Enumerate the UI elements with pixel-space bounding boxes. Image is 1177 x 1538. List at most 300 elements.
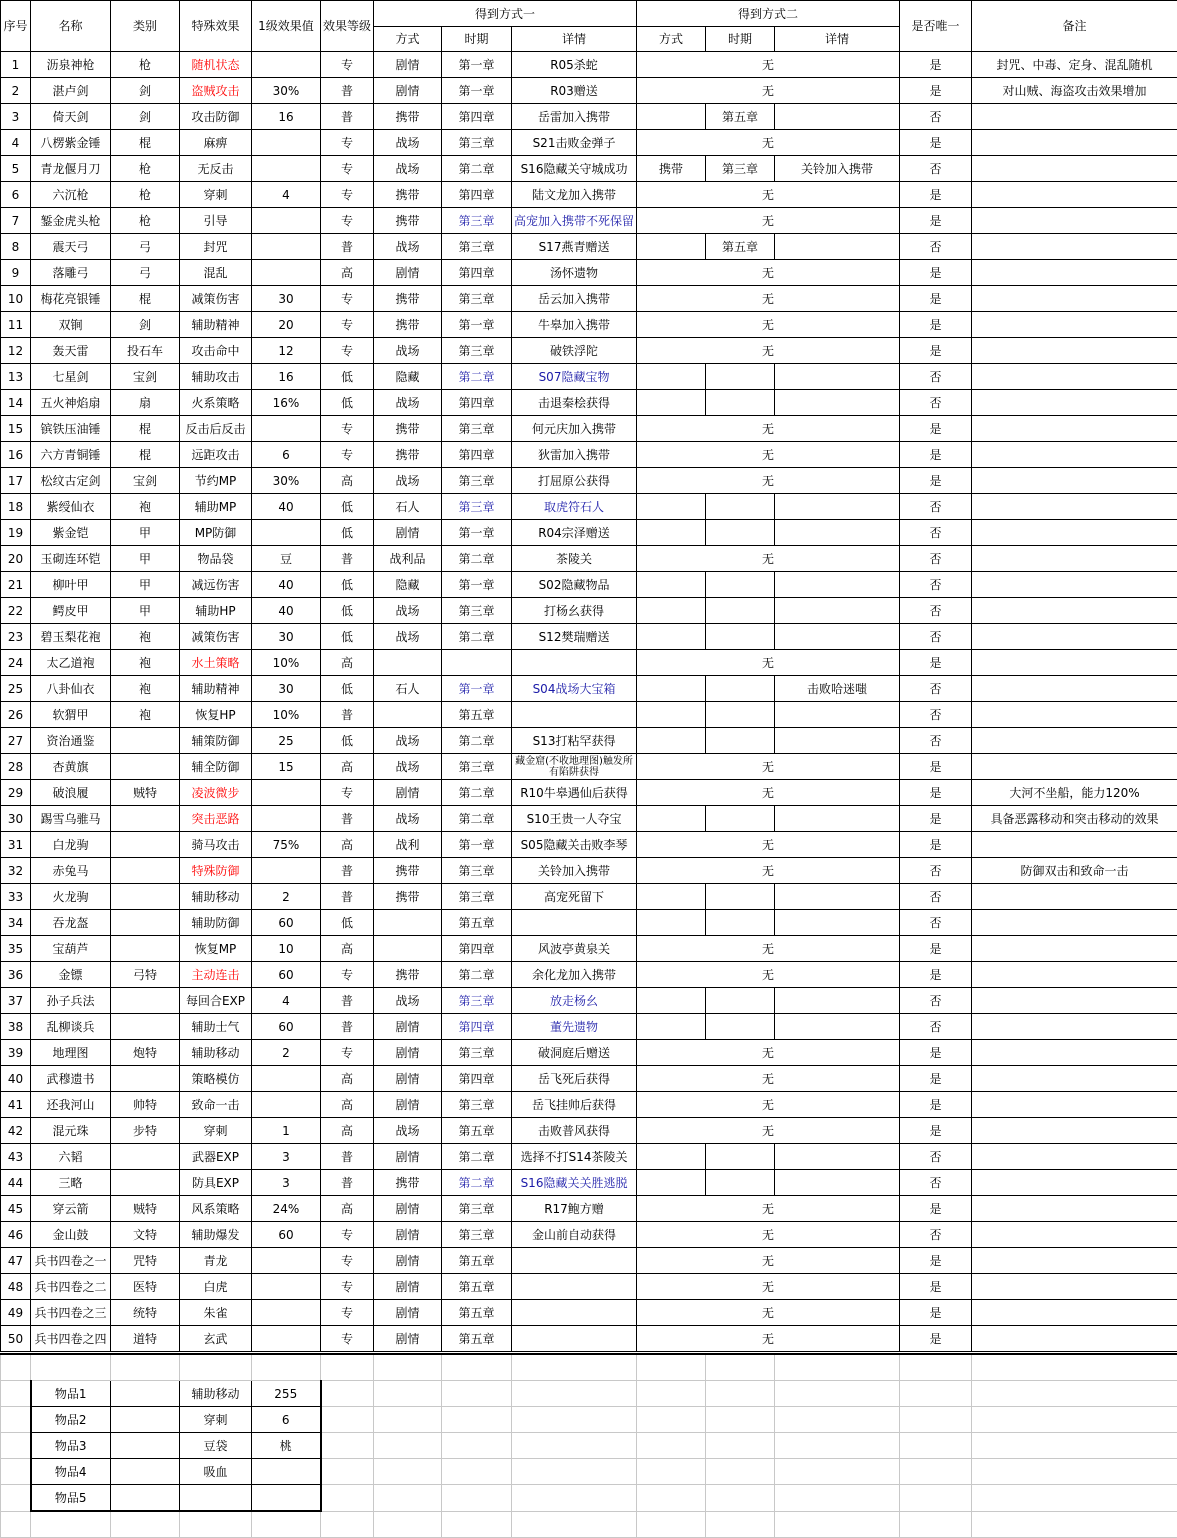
effect-level[interactable]: 低: [321, 364, 374, 390]
unique-flag[interactable]: 是: [900, 130, 972, 156]
obtain1-period[interactable]: 第三章: [442, 1222, 512, 1248]
item-name[interactable]: 踢雪乌骓马: [31, 806, 111, 832]
remark[interactable]: 具备恶露移动和突击移动的效果: [972, 806, 1177, 832]
effect-level[interactable]: 普: [321, 858, 374, 884]
item-effect[interactable]: 玄武: [180, 1326, 252, 1352]
item-effect[interactable]: 节约MP: [180, 468, 252, 494]
unique-flag[interactable]: 是: [900, 780, 972, 806]
unique-flag[interactable]: 否: [900, 858, 972, 884]
remark[interactable]: [972, 1014, 1177, 1040]
obtain1-method[interactable]: 战场: [374, 234, 442, 260]
row-no[interactable]: 31: [1, 832, 31, 858]
grid-cell[interactable]: [180, 1511, 252, 1538]
item-name[interactable]: 破浪履: [31, 780, 111, 806]
row-no[interactable]: 1: [1, 52, 31, 78]
obtain2-period[interactable]: [706, 988, 775, 1014]
obtain2-none[interactable]: 无: [637, 52, 900, 78]
header-period-1[interactable]: 时期: [442, 27, 512, 52]
effect-value[interactable]: [252, 520, 321, 546]
grid-cell[interactable]: [374, 1407, 442, 1433]
obtain2-period[interactable]: [706, 1014, 775, 1040]
item-type[interactable]: 咒特: [111, 1248, 180, 1274]
unique-flag[interactable]: 否: [900, 1170, 972, 1196]
header-value[interactable]: 1级效果值: [252, 1, 321, 52]
effect-level[interactable]: 专: [321, 156, 374, 182]
item-name[interactable]: 孙子兵法: [31, 988, 111, 1014]
obtain2-method[interactable]: [637, 234, 706, 260]
remark[interactable]: [972, 1066, 1177, 1092]
grid-cell[interactable]: [1, 1407, 31, 1433]
grid-cell[interactable]: [321, 1381, 374, 1407]
remark[interactable]: [972, 1222, 1177, 1248]
obtain1-method[interactable]: 携带: [374, 442, 442, 468]
obtain1-method[interactable]: 携带: [374, 208, 442, 234]
effect-level[interactable]: 普: [321, 1014, 374, 1040]
effect-level[interactable]: 低: [321, 624, 374, 650]
item-type[interactable]: 枪: [111, 208, 180, 234]
remark[interactable]: [972, 910, 1177, 936]
item-effect[interactable]: 引导: [180, 208, 252, 234]
obtain2-period[interactable]: [706, 390, 775, 416]
effect-value[interactable]: [252, 806, 321, 832]
item-slot-value[interactable]: 桃: [252, 1433, 321, 1459]
obtain2-none[interactable]: 无: [637, 1274, 900, 1300]
obtain2-period[interactable]: [706, 702, 775, 728]
item-effect[interactable]: 致命一击: [180, 1092, 252, 1118]
item-name[interactable]: 沥泉神枪: [31, 52, 111, 78]
item-type[interactable]: 宝剑: [111, 364, 180, 390]
row-no[interactable]: 28: [1, 754, 31, 780]
remark[interactable]: [972, 234, 1177, 260]
obtain1-period[interactable]: 第二章: [442, 1144, 512, 1170]
effect-value[interactable]: 16%: [252, 390, 321, 416]
obtain1-detail[interactable]: S02隐藏物品: [512, 572, 637, 598]
obtain1-period[interactable]: 第五章: [442, 910, 512, 936]
item-effect[interactable]: 火系策略: [180, 390, 252, 416]
row-no[interactable]: 38: [1, 1014, 31, 1040]
row-no[interactable]: 2: [1, 78, 31, 104]
obtain1-period[interactable]: 第三章: [442, 1092, 512, 1118]
item-type[interactable]: 医特: [111, 1274, 180, 1300]
grid-cell[interactable]: [706, 1433, 775, 1459]
obtain1-period[interactable]: 第三章: [442, 468, 512, 494]
effect-level[interactable]: 专: [321, 52, 374, 78]
obtain1-period[interactable]: 第三章: [442, 208, 512, 234]
item-type[interactable]: [111, 1066, 180, 1092]
obtain1-detail[interactable]: R04宗泽赠送: [512, 520, 637, 546]
effect-level[interactable]: 高: [321, 754, 374, 780]
remark[interactable]: [972, 988, 1177, 1014]
item-name[interactable]: 武穆遗书: [31, 1066, 111, 1092]
effect-value[interactable]: 4: [252, 988, 321, 1014]
obtain1-method[interactable]: 剧情: [374, 1248, 442, 1274]
item-effect[interactable]: MP防御: [180, 520, 252, 546]
item-type[interactable]: 袍: [111, 650, 180, 676]
effect-value[interactable]: 30: [252, 624, 321, 650]
row-no[interactable]: 14: [1, 390, 31, 416]
item-slot-name[interactable]: 物品1: [31, 1381, 111, 1407]
effect-level[interactable]: 专: [321, 1300, 374, 1326]
obtain2-period[interactable]: [706, 364, 775, 390]
item-effect[interactable]: 青龙: [180, 1248, 252, 1274]
remark[interactable]: [972, 884, 1177, 910]
effect-value[interactable]: [252, 52, 321, 78]
grid-cell[interactable]: [111, 1381, 180, 1407]
grid-cell[interactable]: [1, 1433, 31, 1459]
effect-value[interactable]: 16: [252, 364, 321, 390]
effect-value[interactable]: [252, 780, 321, 806]
unique-flag[interactable]: 是: [900, 1274, 972, 1300]
obtain2-detail[interactable]: [775, 806, 900, 832]
item-type[interactable]: 统特: [111, 1300, 180, 1326]
effect-value[interactable]: 40: [252, 598, 321, 624]
obtain1-period[interactable]: 第五章: [442, 702, 512, 728]
grid-cell[interactable]: [775, 1433, 900, 1459]
grid-cell[interactable]: [900, 1354, 972, 1381]
effect-value[interactable]: [252, 416, 321, 442]
item-effect[interactable]: 武器EXP: [180, 1144, 252, 1170]
effect-value[interactable]: 24%: [252, 1196, 321, 1222]
item-type[interactable]: [111, 910, 180, 936]
unique-flag[interactable]: 否: [900, 884, 972, 910]
obtain2-detail[interactable]: 关铃加入携带: [775, 156, 900, 182]
grid-cell[interactable]: [374, 1381, 442, 1407]
item-effect[interactable]: 减远伤害: [180, 572, 252, 598]
effect-value[interactable]: 30%: [252, 468, 321, 494]
effect-level[interactable]: 高: [321, 1066, 374, 1092]
item-effect[interactable]: 无反击: [180, 156, 252, 182]
item-name[interactable]: 六沉枪: [31, 182, 111, 208]
unique-flag[interactable]: 否: [900, 104, 972, 130]
grid-cell[interactable]: [775, 1354, 900, 1381]
effect-value[interactable]: [252, 1092, 321, 1118]
obtain1-detail[interactable]: 击退秦桧获得: [512, 390, 637, 416]
row-no[interactable]: 8: [1, 234, 31, 260]
obtain1-method[interactable]: 剧情: [374, 78, 442, 104]
item-type[interactable]: [111, 1170, 180, 1196]
item-type[interactable]: 炮特: [111, 1040, 180, 1066]
obtain2-method[interactable]: [637, 1014, 706, 1040]
obtain1-detail[interactable]: R10牛皋遇仙后获得: [512, 780, 637, 806]
row-no[interactable]: 15: [1, 416, 31, 442]
grid-cell[interactable]: [972, 1485, 1177, 1512]
item-type[interactable]: 弓: [111, 234, 180, 260]
remark[interactable]: [972, 468, 1177, 494]
obtain1-detail[interactable]: 选择不打S14茶陵关: [512, 1144, 637, 1170]
effect-value[interactable]: [252, 156, 321, 182]
effect-value[interactable]: 16: [252, 104, 321, 130]
effect-value[interactable]: [252, 1274, 321, 1300]
obtain2-detail[interactable]: [775, 494, 900, 520]
unique-flag[interactable]: 是: [900, 754, 972, 780]
item-slot-value[interactable]: [252, 1459, 321, 1485]
header-name[interactable]: 名称: [31, 1, 111, 52]
grid-cell[interactable]: [637, 1511, 706, 1538]
remark[interactable]: [972, 1196, 1177, 1222]
unique-flag[interactable]: 是: [900, 442, 972, 468]
obtain1-detail[interactable]: 放走杨幺: [512, 988, 637, 1014]
row-no[interactable]: 16: [1, 442, 31, 468]
effect-level[interactable]: 高: [321, 468, 374, 494]
obtain2-none[interactable]: 无: [637, 78, 900, 104]
obtain1-period[interactable]: 第三章: [442, 234, 512, 260]
grid-cell[interactable]: [1, 1485, 31, 1512]
grid-cell[interactable]: [442, 1354, 512, 1381]
item-effect[interactable]: 减策伤害: [180, 624, 252, 650]
obtain2-period[interactable]: [706, 1144, 775, 1170]
obtain1-period[interactable]: 第三章: [442, 416, 512, 442]
item-type[interactable]: [111, 728, 180, 754]
obtain1-detail[interactable]: 岳云加入携带: [512, 286, 637, 312]
grid-cell[interactable]: [900, 1485, 972, 1512]
item-name[interactable]: 五火神焰扇: [31, 390, 111, 416]
obtain1-detail[interactable]: [512, 910, 637, 936]
row-no[interactable]: 50: [1, 1326, 31, 1352]
obtain1-detail[interactable]: S16隐藏关关胜逃脱: [512, 1170, 637, 1196]
item-effect[interactable]: 攻击防御: [180, 104, 252, 130]
effect-level[interactable]: 专: [321, 182, 374, 208]
unique-flag[interactable]: 否: [900, 234, 972, 260]
obtain2-detail[interactable]: [775, 598, 900, 624]
item-name[interactable]: 穿云箭: [31, 1196, 111, 1222]
item-name[interactable]: 镔铁压油锤: [31, 416, 111, 442]
item-type[interactable]: 袍: [111, 702, 180, 728]
grid-cell[interactable]: [706, 1381, 775, 1407]
item-effect[interactable]: 主动连击: [180, 962, 252, 988]
item-effect[interactable]: 物品袋: [180, 546, 252, 572]
grid-cell[interactable]: [900, 1511, 972, 1538]
row-no[interactable]: 12: [1, 338, 31, 364]
obtain1-detail[interactable]: R05杀蛇: [512, 52, 637, 78]
unique-flag[interactable]: 否: [900, 1144, 972, 1170]
remark[interactable]: [972, 1326, 1177, 1352]
grid-cell[interactable]: [374, 1485, 442, 1512]
obtain2-method[interactable]: 携带: [637, 156, 706, 182]
grid-cell[interactable]: [706, 1407, 775, 1433]
item-type[interactable]: 道特: [111, 1326, 180, 1352]
remark[interactable]: 防御双击和致命一击: [972, 858, 1177, 884]
grid-cell[interactable]: [512, 1511, 637, 1538]
obtain1-period[interactable]: 第二章: [442, 156, 512, 182]
item-name[interactable]: 錾金虎头枪: [31, 208, 111, 234]
row-no[interactable]: 49: [1, 1300, 31, 1326]
obtain1-detail[interactable]: 风波亭黄泉关: [512, 936, 637, 962]
item-effect[interactable]: 封咒: [180, 234, 252, 260]
item-name[interactable]: 六韬: [31, 1144, 111, 1170]
effect-value[interactable]: 30: [252, 676, 321, 702]
obtain2-period[interactable]: [706, 494, 775, 520]
obtain1-period[interactable]: 第四章: [442, 1014, 512, 1040]
row-no[interactable]: 9: [1, 260, 31, 286]
obtain2-method[interactable]: [637, 572, 706, 598]
item-type[interactable]: 袍: [111, 676, 180, 702]
obtain1-detail[interactable]: [512, 1326, 637, 1352]
effect-level[interactable]: 普: [321, 234, 374, 260]
unique-flag[interactable]: 是: [900, 1196, 972, 1222]
unique-flag[interactable]: 是: [900, 1300, 972, 1326]
row-no[interactable]: 29: [1, 780, 31, 806]
obtain1-period[interactable]: 第二章: [442, 806, 512, 832]
grid-cell[interactable]: [111, 1485, 180, 1512]
obtain1-method[interactable]: 剧情: [374, 1092, 442, 1118]
grid-cell[interactable]: [374, 1511, 442, 1538]
obtain1-method[interactable]: 剧情: [374, 1274, 442, 1300]
obtain1-method[interactable]: 剧情: [374, 1300, 442, 1326]
obtain1-period[interactable]: 第二章: [442, 364, 512, 390]
obtain1-period[interactable]: 第三章: [442, 338, 512, 364]
obtain1-detail[interactable]: 取虎符石人: [512, 494, 637, 520]
item-effect[interactable]: 辅助精神: [180, 676, 252, 702]
grid-cell[interactable]: [637, 1381, 706, 1407]
effect-value[interactable]: 60: [252, 910, 321, 936]
item-slot-value[interactable]: 6: [252, 1407, 321, 1433]
obtain2-method[interactable]: [637, 1170, 706, 1196]
obtain2-method[interactable]: [637, 390, 706, 416]
obtain2-detail[interactable]: [775, 364, 900, 390]
effect-level[interactable]: 高: [321, 1118, 374, 1144]
unique-flag[interactable]: 是: [900, 260, 972, 286]
effect-value[interactable]: [252, 1248, 321, 1274]
effect-level[interactable]: 专: [321, 780, 374, 806]
obtain1-detail[interactable]: 击败普风获得: [512, 1118, 637, 1144]
remark[interactable]: [972, 494, 1177, 520]
item-name[interactable]: 三略: [31, 1170, 111, 1196]
remark[interactable]: [972, 1040, 1177, 1066]
obtain2-none[interactable]: 无: [637, 936, 900, 962]
obtain2-detail[interactable]: [775, 572, 900, 598]
item-type[interactable]: 枪: [111, 182, 180, 208]
obtain2-method[interactable]: [637, 988, 706, 1014]
effect-level[interactable]: 专: [321, 962, 374, 988]
obtain2-none[interactable]: 无: [637, 1118, 900, 1144]
obtain1-method[interactable]: 战场: [374, 468, 442, 494]
remark[interactable]: [972, 624, 1177, 650]
grid-cell[interactable]: [442, 1433, 512, 1459]
grid-cell[interactable]: [321, 1511, 374, 1538]
item-type[interactable]: 棍: [111, 442, 180, 468]
grid-cell[interactable]: [1, 1381, 31, 1407]
grid-cell[interactable]: [512, 1459, 637, 1485]
obtain2-period[interactable]: [706, 728, 775, 754]
obtain1-method[interactable]: 携带: [374, 858, 442, 884]
item-slot-name[interactable]: 物品5: [31, 1485, 111, 1512]
obtain1-detail[interactable]: S10王贵一人夺宝: [512, 806, 637, 832]
obtain2-none[interactable]: 无: [637, 312, 900, 338]
header-unique[interactable]: 是否唯一: [900, 1, 972, 52]
grid-cell[interactable]: [321, 1407, 374, 1433]
obtain1-detail[interactable]: 金山前自动获得: [512, 1222, 637, 1248]
remark[interactable]: [972, 962, 1177, 988]
effect-level[interactable]: 普: [321, 1144, 374, 1170]
remark[interactable]: [972, 286, 1177, 312]
obtain1-period[interactable]: 第二章: [442, 728, 512, 754]
obtain2-period[interactable]: [706, 624, 775, 650]
header-no[interactable]: 序号: [1, 1, 31, 52]
grid-cell[interactable]: [972, 1511, 1177, 1538]
header-level[interactable]: 效果等级: [321, 1, 374, 52]
item-effect[interactable]: 攻击命中: [180, 338, 252, 364]
obtain2-period[interactable]: 第五章: [706, 104, 775, 130]
header-effect[interactable]: 特殊效果: [180, 1, 252, 52]
grid-cell[interactable]: [111, 1433, 180, 1459]
item-type[interactable]: [111, 988, 180, 1014]
item-name[interactable]: 资治通鉴: [31, 728, 111, 754]
item-name[interactable]: 兵书四卷之一: [31, 1248, 111, 1274]
obtain1-period[interactable]: 第三章: [442, 598, 512, 624]
obtain1-detail[interactable]: R03赠送: [512, 78, 637, 104]
item-effect[interactable]: 穿刺: [180, 1118, 252, 1144]
unique-flag[interactable]: 否: [900, 494, 972, 520]
effect-level[interactable]: 低: [321, 910, 374, 936]
obtain1-method[interactable]: 剧情: [374, 1326, 442, 1352]
obtain2-detail[interactable]: [775, 1014, 900, 1040]
item-effect[interactable]: 辅助攻击: [180, 364, 252, 390]
obtain1-detail[interactable]: 岳雷加入携带: [512, 104, 637, 130]
effect-value[interactable]: [252, 1326, 321, 1352]
unique-flag[interactable]: 是: [900, 832, 972, 858]
effect-level[interactable]: 低: [321, 494, 374, 520]
obtain2-period[interactable]: 第五章: [706, 234, 775, 260]
obtain1-detail[interactable]: 打杨幺获得: [512, 598, 637, 624]
obtain1-detail[interactable]: 茶陵关: [512, 546, 637, 572]
grid-cell[interactable]: [1, 1354, 31, 1381]
obtain2-none[interactable]: 无: [637, 260, 900, 286]
unique-flag[interactable]: 是: [900, 338, 972, 364]
obtain1-detail[interactable]: S16隐藏关守城成功: [512, 156, 637, 182]
effect-level[interactable]: 专: [321, 442, 374, 468]
obtain1-period[interactable]: 第四章: [442, 390, 512, 416]
item-name[interactable]: 兵书四卷之三: [31, 1300, 111, 1326]
unique-flag[interactable]: 是: [900, 78, 972, 104]
remark[interactable]: [972, 650, 1177, 676]
obtain1-detail[interactable]: 岳飞死后获得: [512, 1066, 637, 1092]
effect-level[interactable]: 低: [321, 572, 374, 598]
item-effect[interactable]: 特殊防御: [180, 858, 252, 884]
obtain1-method[interactable]: [374, 702, 442, 728]
item-slot-effect[interactable]: 吸血: [180, 1459, 252, 1485]
item-effect[interactable]: 每回合EXP: [180, 988, 252, 1014]
item-type[interactable]: [111, 884, 180, 910]
remark[interactable]: [972, 442, 1177, 468]
grid-cell[interactable]: [706, 1459, 775, 1485]
header-detail-2[interactable]: 详情: [775, 27, 900, 52]
effect-value[interactable]: 3: [252, 1170, 321, 1196]
remark[interactable]: [972, 1248, 1177, 1274]
obtain1-detail[interactable]: 岳飞挂帅后获得: [512, 1092, 637, 1118]
obtain1-detail[interactable]: [512, 650, 637, 676]
remark[interactable]: [972, 1144, 1177, 1170]
item-type[interactable]: [111, 754, 180, 780]
unique-flag[interactable]: 是: [900, 936, 972, 962]
obtain1-method[interactable]: 剧情: [374, 520, 442, 546]
grid-cell[interactable]: [637, 1433, 706, 1459]
effect-value[interactable]: [252, 208, 321, 234]
remark[interactable]: [972, 260, 1177, 286]
effect-level[interactable]: 普: [321, 104, 374, 130]
row-no[interactable]: 32: [1, 858, 31, 884]
grid-cell[interactable]: [321, 1433, 374, 1459]
unique-flag[interactable]: 否: [900, 156, 972, 182]
row-no[interactable]: 35: [1, 936, 31, 962]
obtain1-period[interactable]: 第三章: [442, 286, 512, 312]
effect-value[interactable]: 2: [252, 1040, 321, 1066]
obtain1-method[interactable]: 剧情: [374, 1066, 442, 1092]
effect-level[interactable]: 专: [321, 1274, 374, 1300]
item-slot-effect[interactable]: 豆袋: [180, 1433, 252, 1459]
obtain1-method[interactable]: 携带: [374, 286, 442, 312]
effect-level[interactable]: 高: [321, 260, 374, 286]
obtain1-method[interactable]: 携带: [374, 416, 442, 442]
